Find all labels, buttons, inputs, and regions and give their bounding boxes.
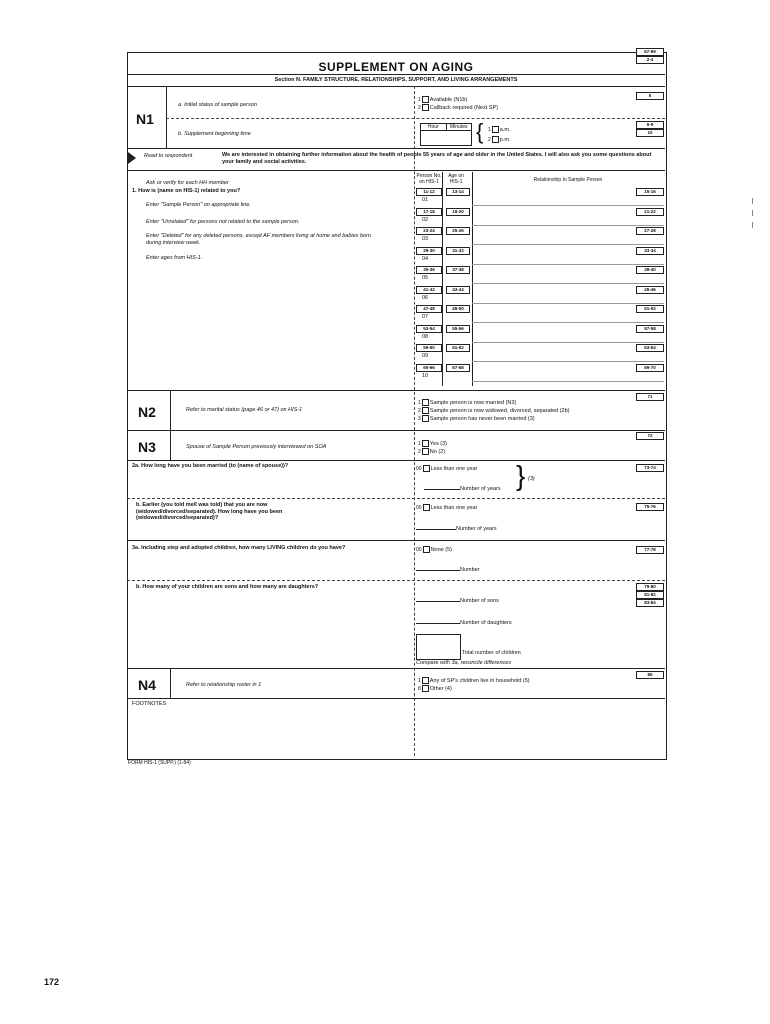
n1a-opt1-row: 1 Available (N1b) [418, 96, 468, 103]
q3b-sons-label: Number of sons [460, 598, 499, 604]
roster-line-number: 03 [422, 236, 429, 242]
q1-line1: Ask or verify for each HH member [146, 180, 229, 186]
q3b-code1: 79-80 [636, 583, 664, 591]
n3-opt2-checkbox[interactable] [422, 448, 429, 455]
q2a-opt2 [424, 486, 501, 493]
q2b-years-field[interactable] [416, 529, 456, 530]
roster-person-cell[interactable]: 65-66 [416, 364, 442, 372]
n4-opt1-checkbox[interactable] [422, 677, 429, 684]
q2a-opt1-checkbox[interactable] [423, 465, 430, 472]
n2-opt1-checkbox[interactable] [422, 399, 429, 406]
roster-col-age: Age on HIS-1 [448, 173, 464, 185]
q3b-daughters-label: Number of daughters [460, 620, 512, 626]
q2b-bottom-rule [127, 540, 665, 541]
n3-opt1-checkbox[interactable] [422, 440, 429, 447]
section-heading: Section N. FAMILY STRUCTURE, RELATIONSHIPS, SUPPORT, AND LIVING ARRANGEMENTS [274, 77, 518, 83]
roster-relationship-code[interactable]: 15-16 [636, 188, 664, 196]
q1-line3: Enter "Sample Person" on appropriate line. [146, 202, 251, 208]
roster-line-number: 06 [422, 294, 429, 301]
roster-col-person: Person No. on HIS-1 [416, 173, 442, 185]
n1b-text: b. Supplement beginning time [178, 131, 251, 137]
q3b-code3: 83-84 [636, 599, 664, 607]
hour-label: Hour [427, 124, 439, 130]
roster-line-number: 09 [422, 353, 429, 359]
am-label: a.m. [499, 126, 511, 133]
roster-row-rule [472, 205, 664, 206]
roster-row-rule [472, 283, 664, 284]
roster-line-number: 05 [422, 275, 429, 281]
n2-text: Refer to marital status (page 46 or 47) on HIS-1 [186, 407, 303, 413]
roster-row-rule [472, 303, 664, 304]
n4-divider [170, 668, 171, 698]
roster-relationship-code[interactable]: 57-58 [636, 325, 664, 333]
roster-age-cell[interactable]: 49-50 [446, 305, 470, 313]
n3-opt1-label: Yes (3) [429, 440, 448, 447]
n3-divider [170, 430, 171, 460]
q3a-opt2-label: Number [460, 567, 480, 573]
n2-code: 71 [636, 393, 664, 401]
q2a-opt2-label: Number of years [460, 486, 501, 492]
n4-opt1: 1 Any of SP's children live in household (5) [418, 677, 530, 684]
n4-code: 85 [636, 671, 664, 679]
n4-label: N4 [138, 677, 156, 693]
roster-relationship-code[interactable]: 39-40 [636, 266, 664, 274]
roster-person-cell[interactable]: 23-24 [416, 227, 442, 235]
n3-label: N3 [138, 439, 156, 455]
n2-bottom-rule [127, 430, 665, 431]
am-row: 1 a.m. [488, 126, 511, 133]
q1-line6: Enter ages from HIS-1. [146, 255, 203, 261]
q2b-text: b. Earlier (you told me/I was told) that you are now (widowed/divorced/separated). How long have you been (widowed/divorced/separated)? [136, 502, 283, 521]
q3a-text: 3a. Including step and adopted children, how many LIVING children do you have? [132, 545, 346, 551]
roster-person-cell[interactable]: 53-54 [416, 325, 442, 333]
q1-bottom-rule [127, 390, 665, 391]
q2a-text: 2a. How long have you been married (to (name of spouse))? [132, 463, 289, 469]
minutes-label: Minutes [446, 124, 472, 130]
roster-line-number: 10 [422, 372, 429, 379]
roster-age-cell[interactable]: 37-38 [446, 266, 470, 274]
n2-opt1-label: Sample person is now married (N3) [429, 399, 517, 406]
n1b-code1: 6-9 [636, 121, 664, 129]
q2a-opt1-label: Less than one year [430, 465, 478, 472]
q3b-text: b. How many of your children are sons and how many are daughters? [136, 584, 319, 590]
n2-opt3-label: Sample person has never been married (3) [429, 415, 535, 422]
n2-opt3-checkbox[interactable] [422, 415, 429, 422]
n1a-text: a. Initial status of sample person [178, 102, 257, 108]
roster-age-cell[interactable]: 31-32 [446, 247, 470, 255]
read-arrow-icon [128, 152, 136, 164]
n2-label: N2 [138, 404, 156, 420]
pm-row: 2 p.m. [488, 136, 511, 143]
q2b-opt2-label: Number of years [456, 526, 497, 532]
margin-mark [752, 198, 753, 204]
n1-mid-rule [166, 118, 665, 119]
q2a-bottom-rule [127, 498, 665, 499]
n1a-code: 5 [636, 92, 664, 100]
q2a-years-field[interactable] [424, 489, 460, 490]
q3b-sons-field[interactable] [416, 601, 460, 602]
n2-opt2-checkbox[interactable] [422, 407, 429, 414]
page-number: 172 [44, 977, 60, 987]
q3b-compare: Compare with 3a, reconcile differences [416, 660, 512, 666]
n2-opt1: 1 Sample person is now married (N3) [418, 399, 517, 406]
roster-row-rule [472, 244, 664, 245]
roster-age-cell[interactable]: 67-68 [446, 364, 470, 372]
n3-opt1: 1 Yes (3) [418, 440, 448, 447]
roster-person-cell[interactable]: 59-60 [416, 344, 442, 352]
q3a-bottom-rule [127, 580, 665, 581]
n4-bottom-rule [127, 698, 665, 699]
roster-person-cell[interactable]: 47-48 [416, 305, 442, 313]
q2a-code: 73-74 [636, 464, 664, 472]
roster-age-cell[interactable]: 13-14 [446, 188, 470, 196]
header-code-1: 67-69 [636, 48, 664, 56]
roster-person-cell[interactable]: 11-12 [416, 188, 442, 196]
n2-opt2: 2 Sample person is now widowed, divorced, separated (2b) [418, 407, 570, 414]
pm-checkbox[interactable] [492, 136, 499, 143]
roster-row-rule [472, 342, 664, 343]
q3a-number-field[interactable] [416, 570, 460, 571]
form-title: SUPPLEMENT ON AGING [318, 60, 474, 74]
ampm-brace: { [476, 119, 484, 144]
roster-relationship-code[interactable]: 33-34 [636, 247, 664, 255]
roster-vline-1 [442, 172, 443, 386]
n4-text: Refer to relationship roster in 1 [186, 682, 262, 688]
margin-mark [752, 222, 753, 228]
n1-label: N1 [136, 111, 154, 127]
roster-person-cell[interactable]: 17-18 [416, 208, 442, 216]
q2a-skip: (3) [528, 476, 535, 482]
q2a-brace: } [516, 460, 526, 491]
read-text: We are interested in obtaining further information about the health of people 55 years of age and older in the United States. I will also ask you some questions about your family and social activities. [222, 152, 652, 165]
pm-label: p.m. [499, 136, 511, 143]
q2b-opt1-label: Less than one year [430, 504, 478, 511]
n4-opt1-label: Any of SP's children live in household (5) [429, 677, 530, 684]
q2b-opt2 [416, 526, 497, 533]
read-lead: Read to respondent [144, 153, 193, 159]
q3b-daughters [416, 620, 512, 627]
roster-row-rule [472, 361, 664, 362]
n1-bottom-rule [127, 148, 665, 149]
roster-relationship-code[interactable]: 69-70 [636, 364, 664, 372]
title-rule [127, 74, 665, 75]
read-bottom-rule [127, 170, 665, 171]
roster-line-number: 01 [422, 197, 429, 203]
margin-mark [752, 210, 753, 216]
am-checkbox[interactable] [492, 126, 499, 133]
roster-person-cell[interactable]: 29-30 [416, 247, 442, 255]
n1a-opt2-row: 2 Callback required (Next SP) [418, 104, 498, 111]
n1a-opt1-checkbox[interactable] [422, 96, 429, 103]
roster-relationship-code[interactable]: 21-22 [636, 208, 664, 216]
n4-opt2-checkbox[interactable] [422, 685, 429, 692]
q1-line2: 1. How is (name on HIS-1) related to you? [132, 188, 241, 194]
roster-row-rule [472, 264, 664, 265]
roster-age-cell[interactable]: 43-44 [446, 286, 470, 294]
roster-line-number: 08 [422, 333, 429, 340]
q3a-opt2 [416, 567, 480, 574]
n1-divider [166, 86, 167, 148]
hour-minutes-box[interactable] [420, 123, 472, 146]
header-code-2: 2-4 [636, 56, 664, 64]
roster-relationship-code[interactable]: 27-28 [636, 227, 664, 235]
roster-row-rule [472, 225, 664, 226]
q1-line4: Enter "Unrelated" for persons not related to the sample person. [146, 219, 300, 225]
q2b-code: 75-76 [636, 503, 664, 511]
q2b-opt1-checkbox[interactable] [423, 504, 430, 511]
n1a-opt2-label: Callback required (Next SP) [429, 104, 498, 111]
answer-divider [414, 86, 415, 756]
n3-text: Spouse of Sample Person previously interviewed on SOA [186, 444, 327, 450]
roster-row-rule [472, 322, 664, 323]
roster-col-relationship: Relationship to Sample Person [533, 177, 603, 183]
n3-bottom-rule [127, 460, 665, 461]
q3a-opt1-checkbox[interactable] [423, 546, 430, 553]
roster-line-number: 02 [422, 216, 429, 223]
roster-person-cell[interactable]: 41-42 [416, 286, 442, 294]
q3a-opt1-label: None (5) [430, 546, 452, 553]
roster-line-number: 07 [422, 314, 429, 320]
roster-person-cell[interactable]: 35-36 [416, 266, 442, 274]
roster-age-cell[interactable]: 19-20 [446, 208, 470, 216]
q3b-code2: 81-82 [636, 591, 664, 599]
n4-opt2: 8 Other (4) [418, 685, 452, 692]
footnotes-label: FOOTNOTES [132, 701, 167, 707]
q3b-total-box[interactable] [416, 634, 461, 660]
q1-line5: Enter "Deleted" for any deleted persons, except AF members living at home and babies born during interview week. [146, 233, 371, 246]
n1a-opt1-label: Available (N1b) [429, 96, 468, 103]
footnotes-area[interactable] [128, 710, 664, 756]
n1b-code2: 10 [636, 129, 664, 137]
form-id: FORM HIS-1 (SUPP.) (1-84) [128, 760, 191, 766]
roster-age-cell[interactable]: 55-56 [446, 325, 470, 333]
q3b-total-label: Total number of children [462, 650, 521, 656]
n3-opt2-label: No (2) [429, 448, 446, 455]
q3a-code: 77-78 [636, 546, 664, 554]
n4-opt2-label: Other (4) [429, 685, 452, 692]
roster-age-cell[interactable]: 25-26 [446, 227, 470, 235]
q2a-opt1: 00 Less than one year [416, 465, 478, 472]
roster-relationship-code[interactable]: 51-52 [636, 305, 664, 313]
n3-code: 72 [636, 432, 664, 440]
n1a-opt2-checkbox[interactable] [422, 104, 429, 111]
roster-relationship-code[interactable]: 45-46 [636, 286, 664, 294]
n2-opt3: 3 Sample person has never been married (3) [418, 415, 535, 422]
n2-opt2-label: Sample person is now widowed, divorced, separated (2b) [429, 407, 570, 414]
roster-age-cell[interactable]: 61-62 [446, 344, 470, 352]
roster-line-number: 04 [422, 255, 429, 262]
n3-opt2: 2 No (2) [418, 448, 446, 455]
q3b-daughters-field[interactable] [416, 623, 460, 624]
n2-divider [170, 390, 171, 430]
q2b-opt1: 00 Less than one year [416, 504, 478, 511]
q3a-opt1: 00 None (5) [416, 546, 452, 553]
roster-row-rule [472, 381, 664, 382]
q3b-sons [416, 598, 499, 605]
roster-relationship-code[interactable]: 63-64 [636, 344, 664, 352]
section-rule [127, 86, 665, 87]
q3b-bottom-rule [127, 668, 665, 669]
